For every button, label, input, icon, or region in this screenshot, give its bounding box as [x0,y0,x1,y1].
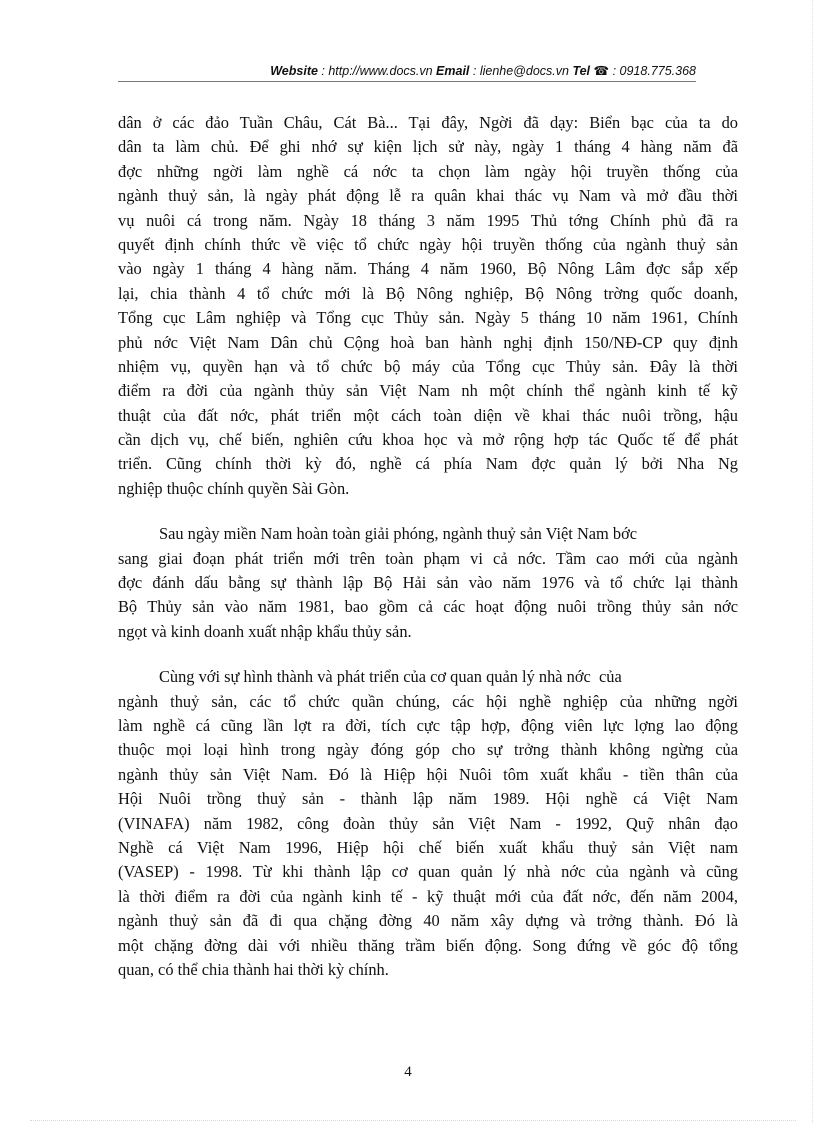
paragraph-1 [118,111,738,501]
page-bottom-edge [30,1120,796,1121]
text-line: Sau ngày miền Nam hoàn toàn giải phóng, ngành thuỷ sản Việt Nam bớc [118,524,638,544]
text-line: dân ta làm chủ. Để ghi nhớ sự kiện lịch sử này, ngày 1 tháng 4 hàng năm đã [118,137,738,157]
text-line: thuộc mọi loại hình trong ngày đóng góp cho sự trởng thành không ngừng của [118,740,738,760]
tel-value: : 0918.775.368 [609,64,696,78]
text-line: ngành thuỷ sản, là ngày phát động lễ ra quân khai thác vụ Nam và mở đầu thời [118,186,738,206]
text-line: vào ngày 1 tháng 4 hàng năm. Tháng 4 năm 1960, Bộ Nông Lâm đợc sắp xếp [118,259,738,279]
tel-label: Tel [572,64,591,78]
text-line: là thời điểm ra đời của ngành kinh tế - kỹ thuật mới của đất nớc, đến năm 2004, [118,886,738,906]
paragraph-spacer [118,501,738,522]
phone-icon: ☎ [593,64,610,78]
text-line: vụ nuôi cá trong năm. Ngày 18 tháng 3 năm 1995 Thủ tớng Chính phủ đã ra [118,210,738,230]
text-line: Nghề cá Việt Nam 1996, Hiệp hội chế biến xuất khẩu thuỷ sản Việt nam [118,837,738,857]
text-line: (VINAFA) năm 1982, công đoàn thủy sản Việt Nam - 1992, Quỹ nhân đạo [118,813,738,833]
text-line: thuật của đất nớc, phát triển một cách toàn diện về khai thác nuôi trồng, hậu [118,405,738,425]
website-value[interactable]: : http://www.docs.vn [317,64,437,78]
text-line: nhiệm vụ, quyền hạn và tổ chức bộ máy của Tổng cục Thủy sản. Đây là thời [118,356,738,376]
text-line: điểm ra đời của ngành thủy sản Việt Nam nh một chính thể ngành kinh tế kỹ [118,381,738,401]
text-line: ngành thuỷ sản, các tổ chức quần chúng, các hội nghề nghiệp của những ngời [118,691,738,711]
paragraph-2 [118,522,738,644]
text-line: quan, có thể chia thành hai thời kỳ chính. [118,959,389,979]
email-value[interactable]: : lienhe@docs.vn [469,64,573,78]
page-number: 4 [404,1064,412,1080]
text-line: cần dịch vụ, chế biến, nghiên cứu khoa học và mở rộng hợp tác Quốc tế để phát [118,430,738,450]
text-line: ngọt và kinh doanh xuất nhập khẩu thủy sản. [118,621,412,641]
text-line: sang giai đoạn phát triển mới trên toàn phạm vi cả nớc. Tầm cao mới của ngành [118,548,738,568]
text-line: Cùng với sự hình thành và phát triển của cơ quan quản lý nhà nớc của [118,667,622,687]
text-line: triển. Cũng chính thời kỳ đó, nghề cá phía Nam đợc quản lý bởi Nha Ng [118,454,738,474]
text-line: đợc những ngời làm nghề cá nớc ta chọn làm ngày hội truyền thống của [118,161,738,181]
page-right-edge [812,0,813,1123]
paragraph-3 [118,665,738,982]
text-line: Hội Nuôi trồng thuỷ sản - thành lập năm 1989. Hội nghề cá Việt Nam [118,789,738,809]
text-line: lại, chia thành 4 tổ chức mới là Bộ Nông nghiệp, Bộ Nông trờng quốc doanh, [118,283,738,303]
text-line: phủ nớc Việt Nam Dân chủ Cộng hoà ban hành nghị định 150/NĐ-CP quy định [118,332,738,352]
document-body [118,111,738,982]
text-line: Tổng cục Lâm nghiệp và Tổng cục Thủy sản. Ngày 5 tháng 10 năm 1961, Chính [118,308,738,328]
text-line: quyết định chính thức về việc tổ chức ngày hội truyền thống của ngành thuỷ sản [118,234,738,254]
text-line: Bộ Thủy sản vào năm 1981, bao gồm cả các hoạt động nuôi trồng thủy sản nớc [118,597,738,617]
page-header [118,63,696,78]
text-line: dân ở các đảo Tuần Châu, Cát Bà... Tại đây, Ngời đã dạy: Biển bạc của ta do [118,113,738,132]
text-line: một chặng đờng dài với nhiều thăng trầm biến động. Song đứng về góc độ tổng [118,935,738,955]
website-label: Website [270,64,318,78]
text-line: (VASEP) - 1998. Từ khi thành lập cơ quan quản lý nhà nớc của ngành và cũng [118,862,738,882]
text-line: nghiệp thuộc chính quyền Sài Gòn. [118,478,350,498]
text-line: làm nghề cá cũng lần lợt ra đời, tích cực tập hợp, động viên lực lợng lao động [118,715,738,735]
text-line: ngành thủy sản Việt Nam. Đó là Hiệp hội Nuôi tôm xuất khẩu - tiền thân của [118,764,738,784]
email-label: Email [436,64,470,78]
text-line: đợc đánh dấu bằng sự thành lập Bộ Hải sản vào năm 1976 và tổ chức lại thành [118,573,738,593]
paragraph-spacer [118,644,738,665]
header-divider [118,81,696,82]
text-line: ngành thuỷ sản đã đi qua chặng đờng 40 năm xây dựng và trởng thành. Đó là [118,911,738,931]
